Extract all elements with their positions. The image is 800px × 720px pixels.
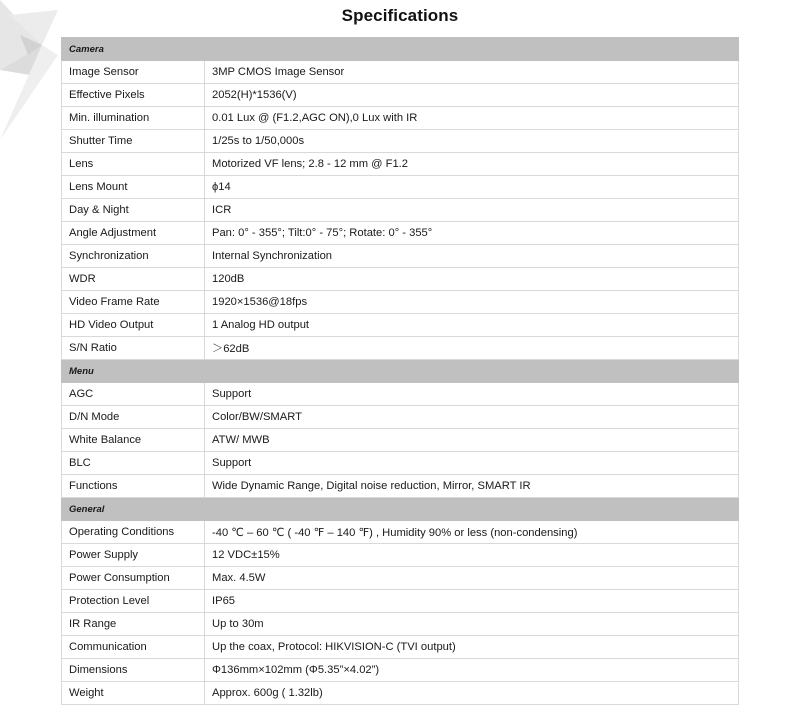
spec-value: Up to 30m [205,613,739,636]
spec-row [62,659,739,682]
spec-value: Wide Dynamic Range, Digital noise reduction, Mirror, SMART IR [205,475,739,498]
spec-row [62,176,739,199]
spec-value: Max. 4.5W [205,567,739,590]
spec-value: 1 Analog HD output [205,314,739,337]
spec-row [62,199,739,222]
spec-row [62,406,739,429]
spec-label: HD Video Output [62,314,205,337]
spec-row [62,245,739,268]
spec-row [62,567,739,590]
spec-row [62,452,739,475]
spec-value: ϕ14 [205,176,739,199]
spec-label: IR Range [62,613,205,636]
spec-label: Dimensions [62,659,205,682]
spec-label: WDR [62,268,205,291]
spec-value: 1/25s to 1/50,000s [205,130,739,153]
spec-row [62,429,739,452]
spec-label: AGC [62,383,205,406]
spec-value: Motorized VF lens; 2.8 - 12 mm @ F1.2 [205,153,739,176]
spec-value: 1920×1536@18fps [205,291,739,314]
spec-row [62,613,739,636]
spec-value: -40 ℃ – 60 ℃ ( -40 ℉ – 140 ℉) , Humidity 90% or less (non-condensing) [205,521,739,544]
spec-value: IP65 [205,590,739,613]
specifications-table [61,37,739,705]
spec-row [62,337,739,360]
spec-label: S/N Ratio [62,337,205,360]
spec-label: Lens Mount [62,176,205,199]
spec-value: 3MP CMOS Image Sensor [205,61,739,84]
spec-value: 120dB [205,268,739,291]
spec-row [62,590,739,613]
spec-label: BLC [62,452,205,475]
spec-label: Angle Adjustment [62,222,205,245]
spec-row [62,61,739,84]
page-title: Specifications [341,6,459,25]
section-header-menu [62,360,739,383]
spec-value: 2052(H)*1536(V) [205,84,739,107]
spec-label: Functions [62,475,205,498]
spec-label: D/N Mode [62,406,205,429]
spec-row [62,222,739,245]
spec-value: ATW/ MWB [205,429,739,452]
spec-label: Image Sensor [62,61,205,84]
spec-row [62,130,739,153]
spec-label: Operating Conditions [62,521,205,544]
spec-row [62,268,739,291]
spec-row [62,682,739,705]
spec-value: 0.01 Lux @ (F1.2,AGC ON),0 Lux with IR [205,107,739,130]
spec-row [62,475,739,498]
spec-value: Internal Synchronization [205,245,739,268]
spec-label: Power Consumption [62,567,205,590]
spec-label: Lens [62,153,205,176]
spec-value: Color/BW/SMART [205,406,739,429]
section-title: Camera [62,38,739,61]
spec-label: Min. illumination [62,107,205,130]
section-title: General [62,498,739,521]
spec-label: Communication [62,636,205,659]
spec-label: White Balance [62,429,205,452]
spec-value: Support [205,383,739,406]
section-header-camera [62,38,739,61]
spec-row [62,636,739,659]
spec-value: Approx. 600g ( 1.32lb) [205,682,739,705]
spec-value: Up the coax, Protocol: HIKVISION-C (TVI output) [205,636,739,659]
spec-label: Effective Pixels [62,84,205,107]
spec-label: Shutter Time [62,130,205,153]
spec-label: Protection Level [62,590,205,613]
spec-value: Pan: 0° - 355°; Tilt:0° - 75°; Rotate: 0° - 355° [205,222,739,245]
spec-value: 12 VDC±15% [205,544,739,567]
spec-label: Video Frame Rate [62,291,205,314]
spec-row [62,544,739,567]
spec-row [62,107,739,130]
spec-row [62,153,739,176]
section-header-general [62,498,739,521]
spec-label: Power Supply [62,544,205,567]
spec-label: Weight [62,682,205,705]
spec-label: Synchronization [62,245,205,268]
spec-value: ICR [205,199,739,222]
section-title: Menu [62,360,739,383]
spec-row [62,383,739,406]
spec-label: Day & Night [62,199,205,222]
spec-row [62,291,739,314]
spec-value: Φ136mm×102mm (Φ5.35”×4.02”) [205,659,739,682]
spec-row [62,84,739,107]
spec-row [62,314,739,337]
spec-value: ＞62dB [205,337,739,360]
spec-row [62,521,739,544]
spec-value: Support [205,452,739,475]
